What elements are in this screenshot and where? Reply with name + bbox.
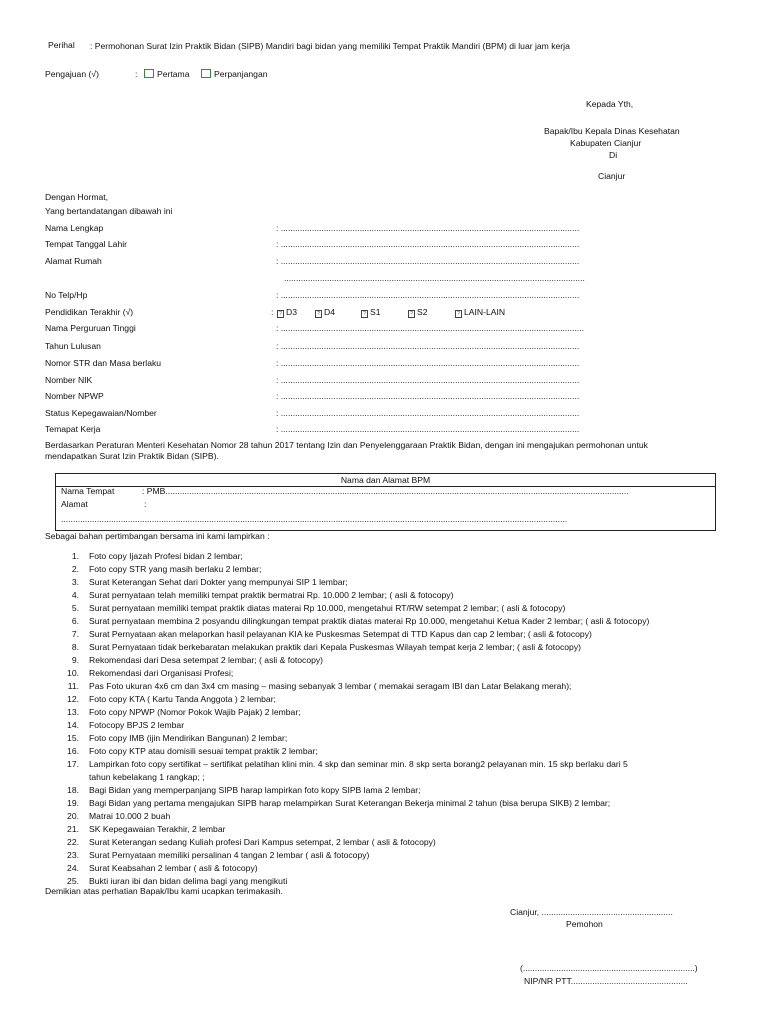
- edu-option-s2[interactable]: [408, 307, 428, 318]
- attachment-text: Fotocopy BPJS 2 lembar: [89, 720, 185, 730]
- address-line1: Bapak/Ibu Kepala Dinas Kesehatan: [544, 126, 680, 136]
- field-label-perguruan: Nama Perguruan Tinggi: [45, 323, 136, 333]
- attachment-number: 13.: [67, 707, 79, 717]
- attachment-text: Lampirkan foto copy sertifikat – sertifikat pelatihan klini min. 4 skp dan seminar min. 8 skp serta borang2 pelayanan min. 15 skp berlaku dari 5: [89, 759, 628, 769]
- attachment-number: 10.: [67, 668, 79, 678]
- edu-option-label: S1: [370, 307, 381, 317]
- edu-option-label: LAIN-LAIN: [464, 307, 506, 317]
- intro: Yang bertandatangan dibawah ini: [45, 206, 173, 216]
- edu-option-lain-lain[interactable]: [455, 307, 505, 318]
- field-alamat-input[interactable]: : .............................................................................................................................: [276, 256, 580, 266]
- attachment-text: Surat Keabsahan 2 lembar ( asli & fotocopy): [89, 863, 258, 873]
- attachment-item: [63, 693, 649, 706]
- attachment-text: Bagi Bidan yang pertama mengajukan SIPB harap melampirkan Surat Keterangan Bekerja minimal 2 tahun (bisa berupa SIKB) 2 lembar;: [89, 798, 611, 808]
- checkbox-icon[interactable]: [144, 69, 154, 78]
- attachment-text: Surat Keterangan Sehat dari Dokter yang mempunyai SIP 1 lembar;: [89, 577, 348, 587]
- attachment-number: 2.: [71, 564, 79, 574]
- attachment-item: [63, 745, 649, 758]
- field-nik-input[interactable]: : .............................................................................................................................: [276, 375, 580, 385]
- checkbox-icon[interactable]: [201, 69, 211, 78]
- closing-place-date: Cianjur, .......................................................: [510, 907, 673, 917]
- attachment-number: 16.: [67, 746, 79, 756]
- closing-thanks: Demikian atas perhatian Bapak/Ibu kami ucapkan terimakasih.: [45, 886, 283, 896]
- attachment-text: Matrai 10.000 2 buah: [89, 811, 171, 821]
- option-pertama[interactable]: [144, 69, 189, 80]
- field-label-alamat: Alamat Rumah: [45, 256, 102, 266]
- perihal-label: Perihal: [48, 40, 75, 50]
- attachment-item: [63, 602, 649, 615]
- attachment-text: Surat pernyataan memiliki tempat praktik diatas materai Rp 10.000, mengetahui RT/RW setempat 2 lembar; ( asli & fotocopy): [89, 603, 566, 613]
- field-telp-input[interactable]: : .............................................................................................................................: [276, 290, 580, 300]
- field-alamat-input-2[interactable]: ..............................................................................................................................: [284, 273, 585, 283]
- attachment-text: Pas Foto ukuran 4x6 cm dan 3x4 cm masing – masing sebanyak 3 lembar ( memakai seragam IBI dan Latar Belakang merah);: [89, 681, 572, 691]
- attachment-number: 20.: [67, 811, 79, 821]
- option-perpanjangan-label: Perpanjangan: [214, 69, 268, 79]
- attachment-item: [63, 654, 649, 667]
- field-status-input[interactable]: : .............................................................................................................................: [276, 408, 580, 418]
- attachment-text: Foto copy STR yang masih berlaku 2 lembar;: [89, 564, 262, 574]
- attachment-number: 12.: [67, 694, 79, 704]
- attachment-number: 3.: [71, 577, 79, 587]
- edu-option-d4[interactable]: [315, 307, 335, 318]
- option-perpanjangan[interactable]: [201, 69, 268, 80]
- attachment-number: 23.: [67, 850, 79, 860]
- field-tempat-input[interactable]: : .............................................................................................................................: [276, 424, 580, 434]
- attachment-text: Bagi Bidan yang memperpanjang SIPB harap lampirkan foto kopy SIPB lama 2 lembar;: [89, 785, 421, 795]
- attachment-item: [63, 550, 649, 563]
- attachments-intro: Sebagai bahan pertimbangan bersama ini kami lampirkan :: [45, 531, 270, 541]
- edu-option-label: D3: [286, 307, 297, 317]
- attachment-item: [63, 680, 649, 693]
- option-pertama-label: Pertama: [157, 69, 190, 79]
- address-line3: Di: [609, 150, 618, 160]
- bpm-nama-label: Nama Tempat: [61, 486, 115, 496]
- attachment-item: [63, 810, 649, 823]
- attachment-text: Rekomendasi dari Organisasi Profesi;: [89, 668, 234, 678]
- bpm-alamat-colon: :: [144, 499, 147, 509]
- attachment-text: SK Kepegawaian Terakhir, 2 lembar: [89, 824, 226, 834]
- attachment-text: Surat pernyataan telah memiliki tempat praktik bermatrai Rp. 10.000 2 lembar; ( asli & fotocopy): [89, 590, 454, 600]
- attachment-number: 17.: [67, 759, 79, 769]
- attachments-list: [63, 550, 649, 888]
- attachment-number: 19.: [67, 798, 79, 808]
- attachment-text: Rekomendasi dari Desa setempat 2 lembar; ( asli & fotocopy): [89, 655, 324, 665]
- attachment-item: [63, 563, 649, 576]
- bpm-nama-input[interactable]: : PMB..................................................................................................................................................................................................: [142, 486, 629, 496]
- checkbox-icon[interactable]: ?: [455, 310, 462, 318]
- regulation-line1: Berdasarkan Peraturan Menteri Kesehatan Nomor 28 tahun 2017 tentang Izin dan Penyelenggaraan Praktik Bidan, dengan ini mengajukan permohonan untuk: [45, 440, 648, 450]
- field-npwp-input[interactable]: : .............................................................................................................................: [276, 391, 580, 401]
- attachment-text: tahun kebelakang 1 rangkap; ;: [89, 772, 205, 782]
- attachment-number: 18.: [67, 785, 79, 795]
- attachment-text: Surat Keterangan sedang Kuliah profesi Dari Kampus setempat, 2 lembar ( asli & fotocopy): [89, 837, 436, 847]
- address-kepada: Kepada Yth,: [586, 99, 634, 109]
- field-label-telp: No Telp/Hp: [45, 290, 88, 300]
- perihal-text: : Permohonan Surat Izin Praktik Bidan (SIPB) Mandiri bagi bidan yang memiliki Tempat Praktik Mandiri (BPM) di luar jam kerja: [90, 41, 570, 51]
- attachment-text: Foto copy KTP atau domisili sesuai tempat praktik 2 lembar;: [89, 746, 318, 756]
- pengajuan-label: Pengajuan (√): [45, 69, 99, 79]
- bpm-title: Nama dan Alamat BPM: [56, 474, 715, 487]
- attachment-item: [63, 784, 649, 797]
- checkbox-icon[interactable]: ?: [408, 310, 415, 318]
- bpm-alamat-label: Alamat: [61, 499, 88, 509]
- attachment-number: 15.: [67, 733, 79, 743]
- nip-line[interactable]: NIP/NR PTT.................................................: [524, 976, 688, 986]
- attachment-item: [63, 758, 649, 784]
- signature-line[interactable]: (........................................................................): [520, 963, 698, 973]
- edu-option-s1[interactable]: [361, 307, 381, 318]
- field-str-input[interactable]: : .............................................................................................................................: [276, 358, 580, 368]
- attachment-number: 14.: [67, 720, 79, 730]
- attachment-item: [63, 576, 649, 589]
- attachment-text: Surat Pernyataan tidak berkebaratan melakukan praktik dari Kepala Puskesmas Wilayah tempat kerja 2 lembar; ( asli & fotocopy): [89, 642, 581, 652]
- attachment-text: Foto copy NPWP (Nomor Pokok Wajib Pajak) 2 lembar;: [89, 707, 301, 717]
- attachment-text: Surat pernyataan membina 2 posyandu dilingkungan tempat praktik diatas materai Rp 10.000, mengetahui Ketua Kader 2 lembar; ( asli & fotocopy): [89, 616, 650, 626]
- checkbox-icon[interactable]: ?: [361, 310, 368, 318]
- attachment-text: Surat Pernyataan akan melaporkan hasil pelayanan KIA ke Puskesmas Setempat di TTD Kapus dan cap 2 lembar; ( asli & fotocopy): [89, 629, 592, 639]
- attachment-number: 9.: [71, 655, 79, 665]
- attachment-number: 24.: [67, 863, 79, 873]
- edu-option-label: S2: [417, 307, 428, 317]
- checkbox-icon[interactable]: ?: [315, 310, 322, 318]
- regulation-line2: mendapatkan Surat Izin Praktik Bidan (SIPB).: [45, 451, 219, 461]
- attachment-number: 6.: [71, 616, 79, 626]
- attachment-item: [63, 849, 649, 862]
- field-ttl-input[interactable]: : .............................................................................................................................: [276, 239, 580, 249]
- attachment-text: Surat Pernyataan memiliki persalinan 4 tangan 2 lembar ( asli & fotocopy): [89, 850, 370, 860]
- field-label-str: Nomor STR dan Masa berlaku: [45, 358, 162, 368]
- attachment-number: 8.: [71, 642, 79, 652]
- attachment-item: [63, 615, 649, 628]
- address-line4: Cianjur: [598, 171, 626, 181]
- attachment-number: 1.: [71, 551, 79, 561]
- attachment-item: [63, 836, 649, 849]
- education-options: [277, 307, 537, 318]
- attachment-item: [63, 628, 649, 641]
- attachment-number: 21.: [67, 824, 79, 834]
- attachment-item: [63, 641, 649, 654]
- attachment-number: 5.: [71, 603, 79, 613]
- bpm-alamat-input[interactable]: ....................................................................................................................................................................................................................: [61, 514, 568, 524]
- attachment-item: [63, 589, 649, 602]
- attachment-number: 25.: [67, 876, 79, 886]
- attachment-text: Bukti iuran ibi dan bidan delima bagi yang mengikuti: [89, 876, 288, 886]
- field-label-tempat: Temapat Kerja: [45, 424, 101, 434]
- field-label-tahun: Tahun Lulusan: [45, 341, 101, 351]
- attachment-number: 4.: [71, 590, 79, 600]
- attachment-text: Foto copy Ijazah Profesi bidan 2 lembar;: [89, 551, 243, 561]
- field-label-pendidikan: Pendidikan Terakhir (√): [45, 307, 134, 317]
- edu-option-d3[interactable]: [277, 307, 297, 318]
- field-label-npwp: Nomber NPWP: [45, 391, 104, 401]
- checkbox-icon[interactable]: ?: [277, 310, 284, 318]
- field-label-nama: Nama Lengkap: [45, 223, 104, 233]
- attachment-item: [63, 706, 649, 719]
- attachment-item: [63, 823, 649, 836]
- field-nama-input[interactable]: : .............................................................................................................................: [276, 223, 580, 233]
- attachment-number: 7.: [71, 629, 79, 639]
- pengajuan-colon: :: [135, 69, 138, 79]
- edu-option-label: D4: [324, 307, 335, 317]
- field-label-status: Status Kepegawaian/Nomber: [45, 408, 157, 418]
- field-label-ttl: Tempat Tanggal Lahir: [45, 239, 128, 249]
- attachment-item: [63, 667, 649, 680]
- field-tahun-input[interactable]: : .............................................................................................................................: [276, 341, 580, 351]
- closing-pemohon: Pemohon: [566, 919, 603, 929]
- attachment-text: Foto copy KTA ( Kartu Tanda Anggota ) 2 lembar;: [89, 694, 276, 704]
- attachment-number: 22.: [67, 837, 79, 847]
- attachment-number: 11.: [67, 681, 79, 691]
- attachment-item: [63, 732, 649, 745]
- attachment-item: [63, 862, 649, 875]
- attachment-item: [63, 797, 649, 810]
- attachment-text: Foto copy IMB (ijin Mendirikan Bangunan) 2 lembar;: [89, 733, 288, 743]
- attachment-item: [63, 719, 649, 732]
- greeting: Dengan Hormat,: [45, 192, 109, 202]
- field-perguruan-input[interactable]: : ...............................................................................................................................: [276, 323, 585, 333]
- field-label-nik: Nomber NIK: [45, 375, 93, 385]
- address-line2: Kabupaten Cianjur: [570, 138, 642, 148]
- pendidikan-colon: :: [271, 307, 274, 317]
